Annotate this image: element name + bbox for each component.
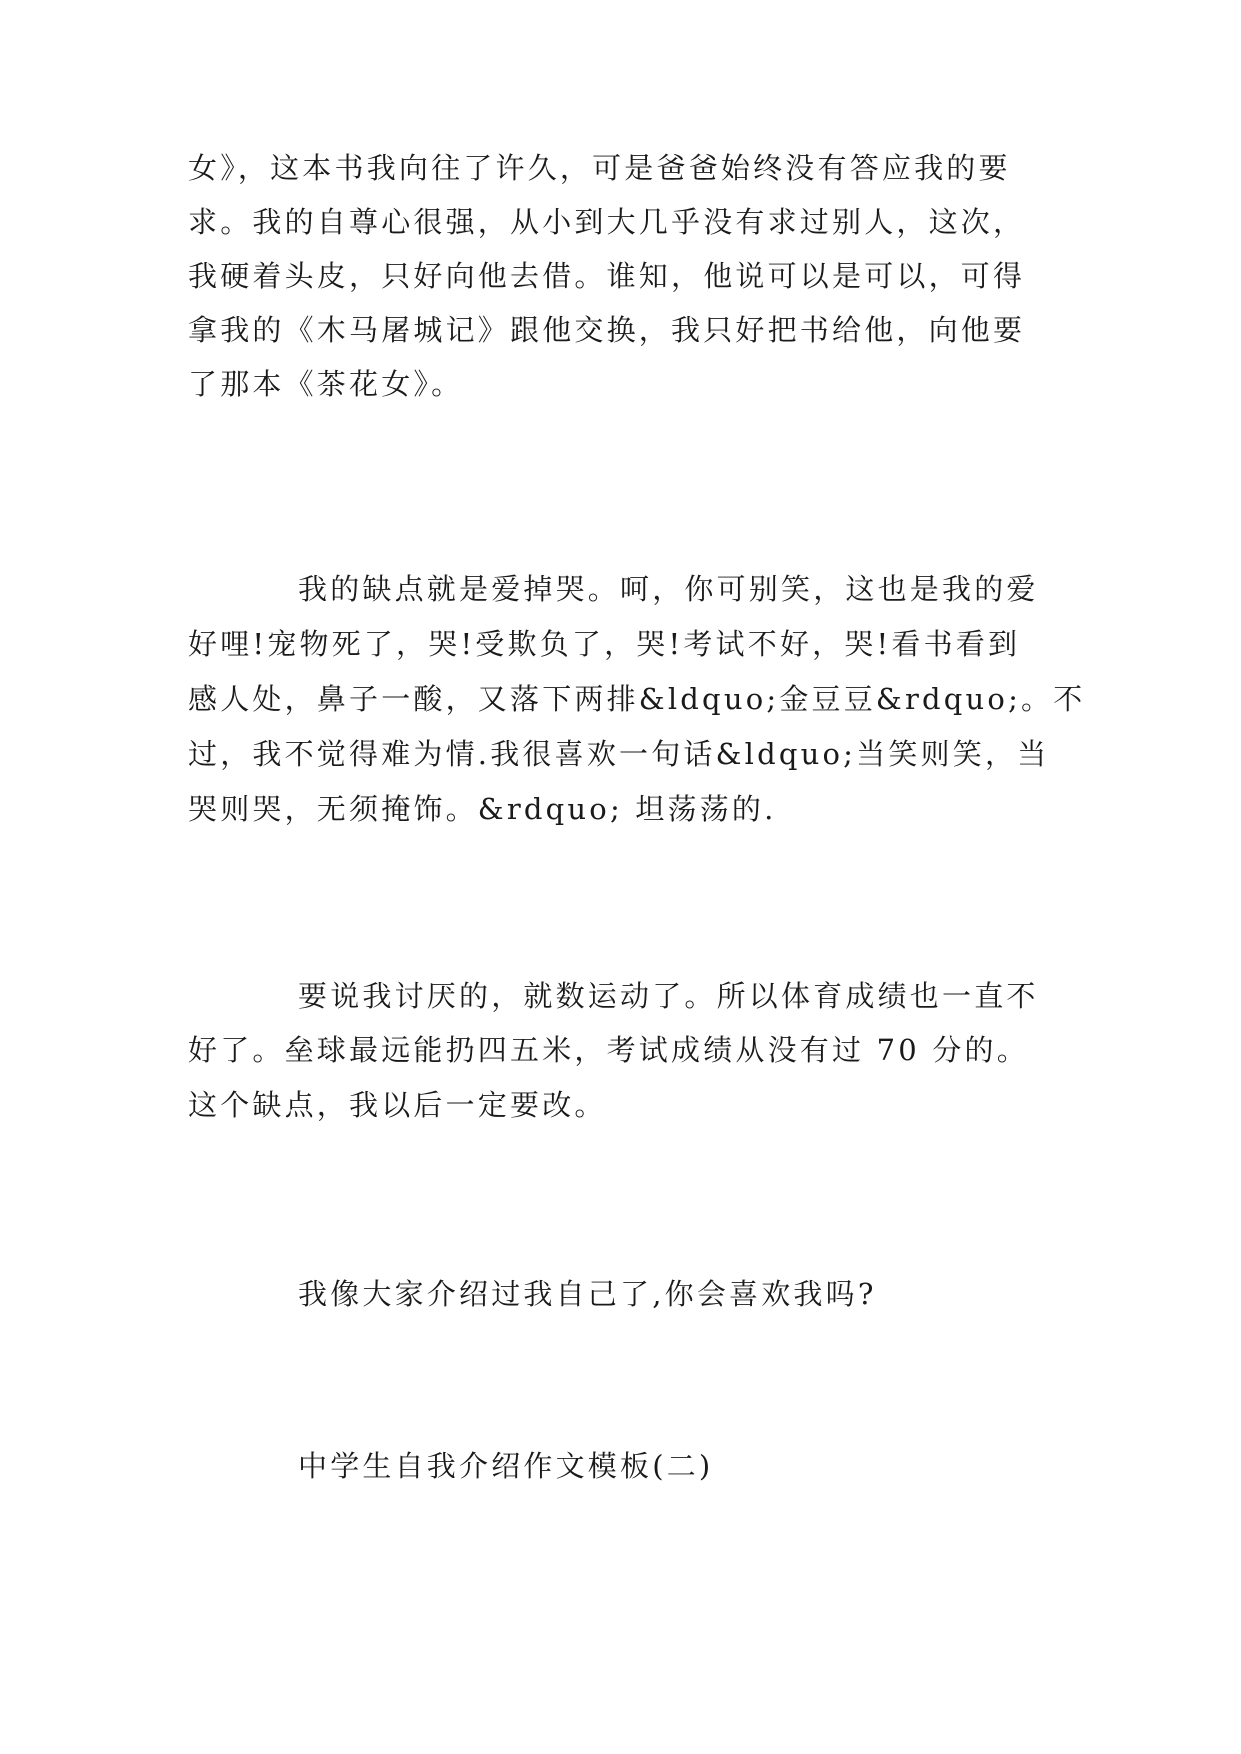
- paragraph-1-line-4: 拿我的《木马屠城记》跟他交换，我只好把书给他，向他要: [188, 313, 1026, 347]
- paragraph-3-line-3: 这个缺点，我以后一定要改。: [188, 1088, 607, 1122]
- paragraph-1-line-1: 女》，这本书我向往了许久，可是爸爸始终没有答应我的要: [188, 151, 1011, 185]
- paragraph-2-line-2: 好哩!宠物死了，哭!受欺负了，哭!考试不好，哭!看书看到: [188, 627, 1021, 661]
- paragraph-1-line-2: 求。我的自尊心很强，从小到大几乎没有求过别人，这次，: [188, 205, 1026, 239]
- paragraph-2-line-5: 哭则哭，无须掩饰。&rdquo; 坦荡荡的.: [188, 792, 777, 826]
- paragraph-3-line-2: 好了。垒球最远能扔四五米，考试成绩从没有过 70 分的。: [188, 1033, 1029, 1067]
- paragraph-2-line-3: 感人处，鼻子一酸，又落下两排&ldquo;金豆豆&rdquo;。不: [188, 682, 1086, 716]
- paragraph-1-line-5: 了那本《茶花女》。: [188, 367, 464, 401]
- paragraph-2-line-4: 过，我不觉得难为情.我很喜欢一句话&ldquo;当笑则笑，当: [188, 737, 1050, 771]
- section-heading: 中学生自我介绍作文模板(二): [298, 1449, 714, 1483]
- closing-line: 我像大家介绍过我自己了,你会喜欢我吗?: [298, 1277, 877, 1311]
- paragraph-3-line-1: 要说我讨厌的，就数运动了。所以体育成绩也一直不: [298, 979, 1039, 1013]
- paragraph-2-line-1: 我的缺点就是爱掉哭。呵，你可别笑，这也是我的爱: [298, 572, 1039, 606]
- paragraph-1-line-3: 我硬着头皮，只好向他去借。谁知，他说可以是可以，可得: [188, 259, 1026, 293]
